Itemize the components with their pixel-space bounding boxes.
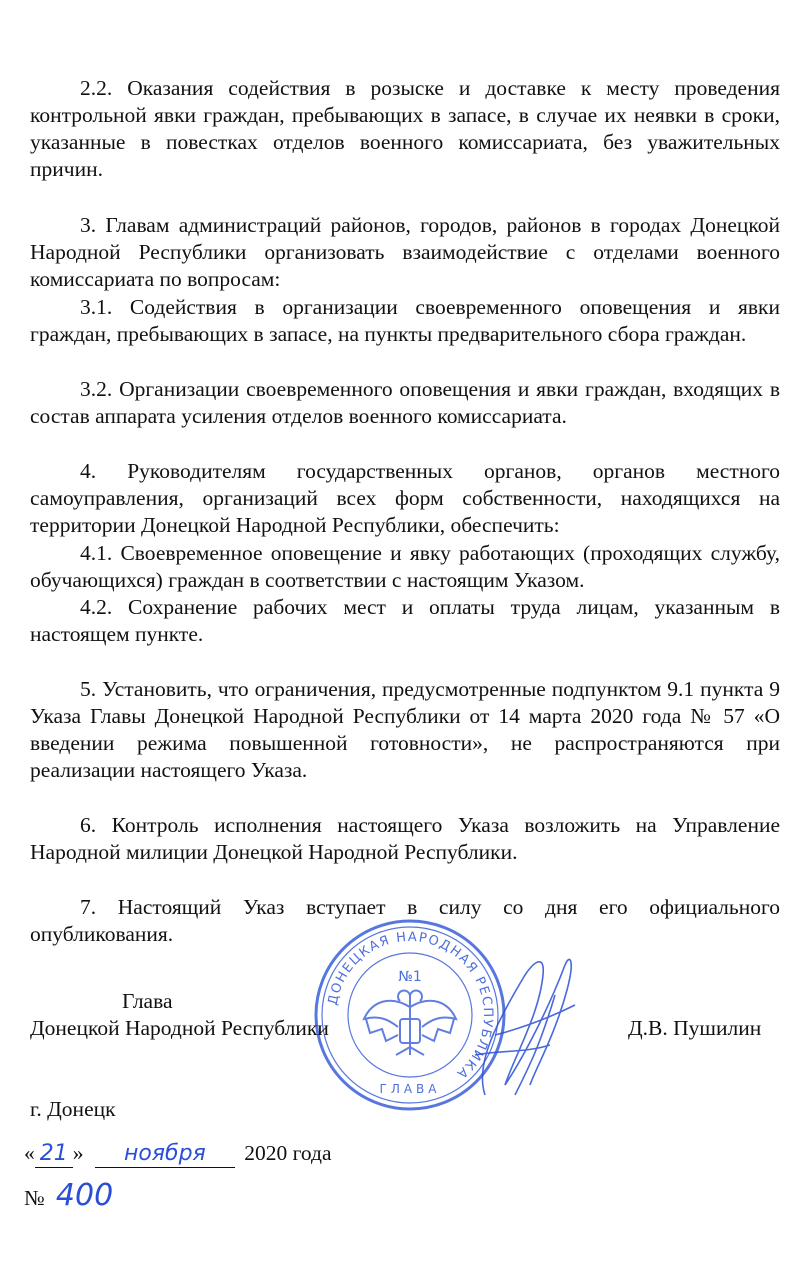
date-year: 2020 года <box>244 1141 332 1165</box>
signatory-title: Глава <box>122 989 173 1013</box>
date-month: ноября <box>95 1140 235 1168</box>
number-prefix: № <box>24 1186 45 1210</box>
paragraph-7: 7. Настоящий Указ вступает в силу со дня его официального опубликования. <box>30 895 780 946</box>
city-of-signing: г. Донецк <box>30 1097 116 1121</box>
paragraph-5: 5. Установить, что ограничения, предусмотренные подпунктом 9.1 пункта 9 Указа Главы Донецкой Народной Республики от 14 марта 2020 года № 57 «О введении режима повышенной готовности», не распространяются при реализации настоящего Указа. <box>30 677 780 782</box>
svg-text:ДОНЕЦКАЯ НАРОДНАЯ РЕСПУБЛИКА: ДОНЕЦКАЯ НАРОДНАЯ РЕСПУБЛИКА <box>325 929 496 1082</box>
svg-text:№1: №1 <box>398 969 422 985</box>
paragraph-4-2: 4.2. Сохранение рабочих мест и оплаты труда лицам, указанным в настоящем пункте. <box>30 595 780 646</box>
date-close-quote: » <box>72 1141 84 1165</box>
paragraph-4-1: 4.1. Своевременное оповещение и явку работающих (проходящих службу, обучающихся) граждан в соответствии с настоящим Указом. <box>30 541 780 592</box>
decree-number <box>24 1178 114 1213</box>
svg-text:ГЛАВА: ГЛАВА <box>379 1082 441 1096</box>
paragraph-6: 6. Контроль исполнения настоящего Указа возложить на Управление Народной милиции Донецкой Народной Республики. <box>30 813 780 864</box>
paragraph-3-2: 3.2. Организации своевременного оповещения и явки граждан, входящих в состав аппарата усиления отделов военного комиссариата. <box>30 377 780 428</box>
signatory-organization: Донецкой Народной Республики <box>30 1016 329 1040</box>
date-day: 21 <box>35 1140 73 1168</box>
paragraph-3-1: 3.1. Содействия в организации своевременного оповещения и явки граждан, пребывающих в запасе, на пункты предварительного сбора граждан. <box>30 295 780 346</box>
handwritten-signature <box>455 935 585 1105</box>
paragraph-2-2: 2.2. Оказания содействия в розыске и доставке к месту проведения контрольной явки граждан, пребывающих в запасе, в случае их неявки в сроки, указанные в повестках отделов военного комиссариата, без уважительных причин. <box>30 76 780 181</box>
decree-date <box>24 1140 332 1168</box>
paragraph-4: 4. Руководителям государственных органов, органов местного самоуправления, организаций всех форм собственности, находящихся на территории Донецкой Народной Республики, обеспечить: <box>30 459 780 537</box>
date-open-quote: « <box>24 1141 35 1165</box>
signatory-name: Д.В. Пушилин <box>628 1016 762 1040</box>
number-value: 400 <box>55 1178 114 1213</box>
paragraph-3: 3. Главам администраций районов, городов, районов в городах Донецкой Народной Республики организовать взаимодействие с отделами военного комиссариата по вопросам: <box>30 213 780 291</box>
